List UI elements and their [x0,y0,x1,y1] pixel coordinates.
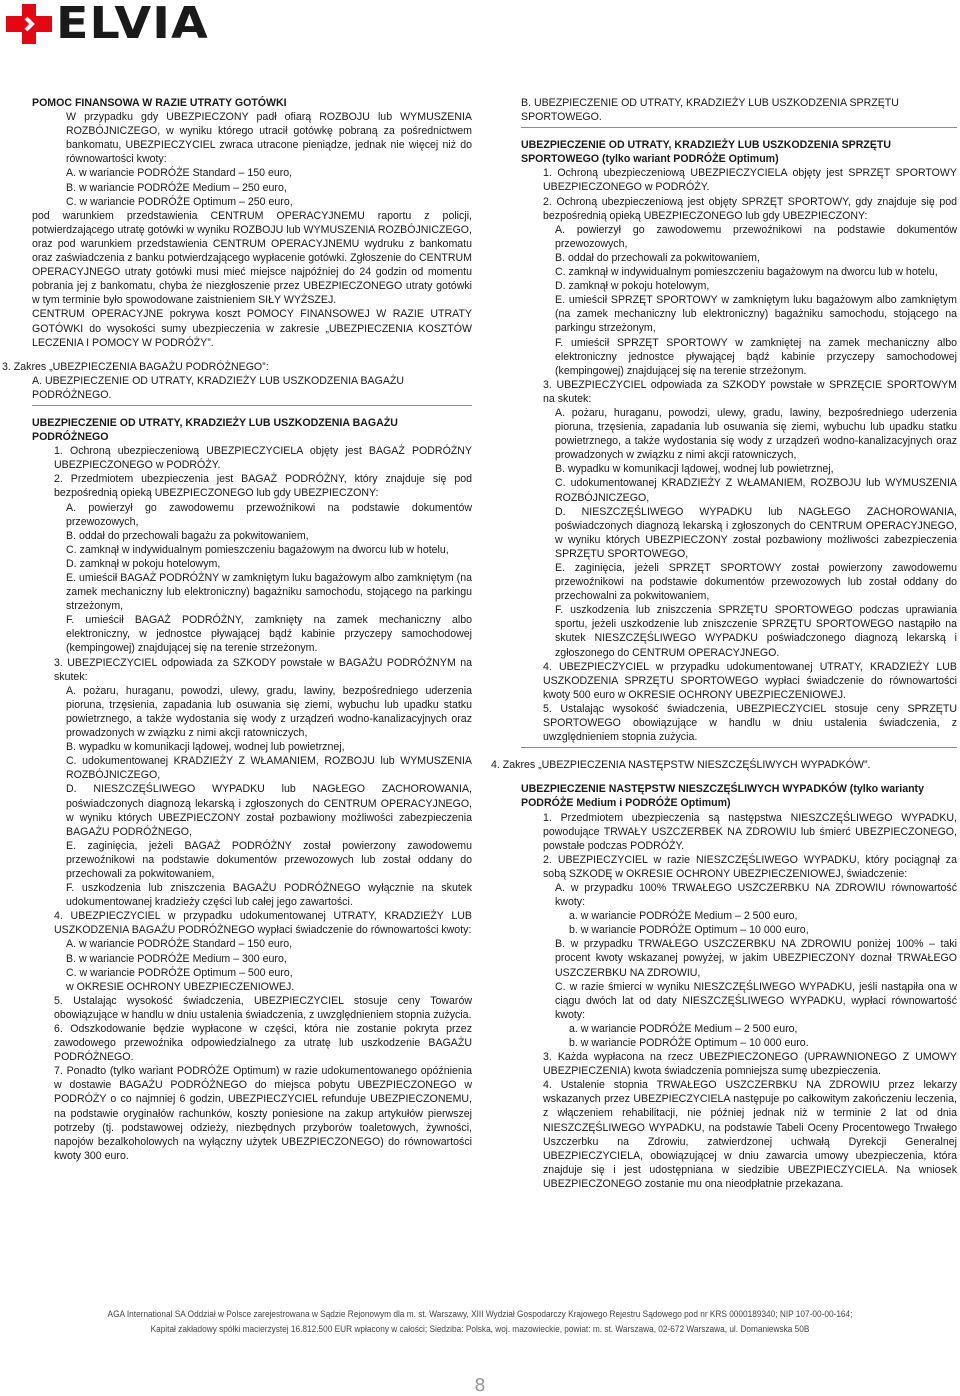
elvia-cross-icon [6,4,52,44]
nnw-n2-a-a: a. w wariancie PODRÓŻE Medium – 2 500 euro, [569,910,798,923]
sport-s3-b: B. wypadku w komunikacji lądowej, wodnej lub powietrznej, [555,463,834,476]
nnw-n2-a-b: b. w wariancie PODRÓŻE Optimum – 10 000 euro, [569,924,809,937]
section-3-title: 3. Zakres „UBEZPIECZENIA BAGAŻU PODRÓŻNEGO”: [2,360,269,373]
sport-s3-f: F. uszkodzenia lub zniszczenia SPRZĘTU SPORTOWEGO podczas uprawiania sportu, jeżeli uszkodzenie lub zniszczenie SPRZĘTU SPORTOWEGO nastąpiło na skutek NIESZCZĘŚLIWEGO WYPADKU poświadczonego diagnozą lekarską i zgłoszonego do CENTRUM OPERACYJNEGO. [555,604,957,659]
baggage-title: UBEZPIECZENIE OD UTRATY, KRADZIEŻY LUB USZKODZENIA BAGAŻU PODRÓŻNEGO [32,416,398,444]
baggage-p4-b: B. w wariancie PODRÓŻE Medium – 300 euro, [66,952,287,965]
page-number: 8 [474,1375,486,1396]
sport-s1: 1. Ochroną ubezpieczeniową UBEZPIECZYCIELA objęty jest SPRZĘT SPORTOWY UBEZPIECZONEGO w PODRÓŻY. [543,167,957,194]
nnw-n3: 3. Każda wypłacona na rzecz UBEZPIECZONEGO (UPRAWNIONEGO Z UMOWY UBEZPIECZENIA) kwota świadczenia pomniejsza sumę ubezpieczenia. [543,1051,957,1078]
baggage-p2-e: E. umieścił BAGAŻ PODRÓŻNY w zamkniętym luku bagażowym albo zamkniętym (na zamek mechaniczny lub elektroniczny) bagażniku samochodu, stojącego na parkingu strzeżonym, [66,572,472,613]
cash-intro: W przypadku gdy UBEZPIECZONY padł ofiarą ROZBOJU lub WYMUSZENIA ROZBÓJNICZEGO, w wyniku którego utracił gotówkę pobraną za pośrednictwem bankomatu, UBEZPIECZYCIEL zwraca utracone pieniądze, jednak nie więcej niż do równowartości kwoty: [66,111,472,166]
baggage-p2-b: B. oddał do przechowali bagażu za pokwitowaniem, [66,529,309,542]
cash-limit-b: B. w wariancie PODRÓŻE Medium – 250 euro, [66,181,287,194]
nnw-n2-c-b: b. w wariancie PODRÓŻE Optimum – 10 000 euro. [569,1037,809,1049]
nnw-title: UBEZPIECZENIE NASTĘPSTW NIESZCZĘŚLIWYCH WYPADKÓW (tylko warianty PODRÓŻE Medium i PODRÓŻE Optimum) [521,783,924,810]
baggage-p3-f: F. uszkodzenia lub zniszczenia BAGAŻU PODRÓŻNEGO wyłącznie na skutek udokumentowanej kradzieży części lub całej jego zawartości. [66,882,472,909]
baggage-p4-a: A. w wariancie PODRÓŻE Standard – 150 euro, [66,938,293,951]
sport-s2-f: F. umieścił SPRZĘT SPORTOWY w zamkniętej na zamek mechaniczny albo elektroniczny jednostce pływającej bądź kabinie przyczepy samochodowej (kempingowej) znajdującej się na terenie strzeżonym. [555,336,957,377]
section-title-cash: POMOC FINANSOWA W RAZIE UTRATY GOTÓWKI [32,97,287,109]
cash-limit-a: A. w wariancie PODRÓŻE Standard – 150 euro, [66,167,293,180]
footer-line-2: Kapitał zakładowy spółki macierzystej 16.812.500 EUR wpłacony w całości; Siedziba: Polska, woj. mazowieckie, powiat: m. st. Warszawa, 02-672 Warszawa, ul. Domaniewska 50B [150,1324,810,1334]
footer [38,1307,921,1337]
elvia-logo [6,0,209,49]
sport-s2-a: A. powierzył go zawodowemu przewoźnikowi na podstawie dokumentów przewozowych, [555,223,957,250]
baggage-p3-b: B. wypadku w komunikacji lądowej, wodnej lub powietrznej, [66,741,345,754]
sport-s2-c: C. zamknął w indywidualnym pomieszczeniu bagażowym na dworcu lub w hotelu, [555,266,938,279]
nnw-n2-b: B. w przypadku TRWAŁEGO USZCZERBKU NA ZDROWIU poniżej 100% – taki procent kwoty wskazanej powyżej, w jakim UBEZPIECZONY doznał TRWAŁEGO USZCZERBKU NA ZDROWIU, [555,938,957,979]
baggage-p3-c: C. udokumentowanej KRADZIEŻY Z WŁAMANIEM, ROZBOJU lub WYMUSZENIA ROZBÓJNICZEGO, [66,755,472,782]
baggage-p2-a: A. powierzył go zawodowemu przewoźnikowi na podstawie dokumentów przewozowych, [66,501,472,528]
sport-s3-c: C. udokumentowanej KRADZIEŻY Z WŁAMANIEM, ROZBOJU lub WYMUSZENIA ROZBÓJNICZEGO, [555,477,957,504]
baggage-p3-e: E. zaginięcia, jeżeli BAGAŻ PODRÓŻNY został powierzony zawodowemu przewoźnikowi na podstawie dokumentów przewozowych lub został oddany do przechowali za pokwitowaniem, [66,839,472,880]
baggage-p1: 1. Ochroną ubezpieczeniową UBEZPIECZYCIELA objęty jest BAGAŻ PODRÓŻNY UBEZPIECZONEGO w PODRÓŻY. [54,445,472,472]
baggage-p2-d: D. zamknął w pokoju hotelowym, [66,557,221,570]
cash-conditions: pod warunkiem przedstawienia CENTRUM OPERACYJNEMU raportu z policji, potwierdzającego utratę gotówki w wyniku ROZBOJU lub WYMUSZENIA ROZBÓJNICZEGO, oraz pod warunkiem przedstawienia CENTRUM OPERACYJNEMU wydruku z bankomatu oraz zaświadczenia z banku potwierdzającego wypłacenie gotówki. Zgłoszenie do CENTRUM OPERACYJNEGO utraty gotówki musi mieć miejsce najpóźniej do 24 godzin od momentu pobrania jej z bankomatu, chyba że niezgłoszenie przez UBEZPIECZONEGO utraty gotówki w tym terminie było spowodowane zaistnieniem SIŁY WYŻSZEJ. [32,209,472,307]
baggage-p2: 2. Przedmiotem ubezpieczenia jest BAGAŻ PODRÓŻNY, który znajduje się pod bezpośrednią opieką UBEZPIECZONEGO lub gdy UBEZPIECZONY: [54,473,472,500]
cash-centrum: CENTRUM OPERACYJNE pokrywa koszt POMOCY FINANSOWEJ W RAZIE UTRATY GOTÓWKI do wysokości sumy ubezpieczenia w zakresie „UBEZPIECZENIA KOSZTÓW LECZENIA I POMOCY W PODRÓŻY”. [32,308,472,349]
footer-line-1: AGA International SA Oddział w Polsce zarejestrowana w Sądzie Rejonowym dla m. st. Warszawy, XIII Wydział Gospodarczy Krajowego Rejestru Sądowego pod nr KRS 0000189340; NIP 107-00-00-164; [107,1309,853,1319]
cash-limit-c: C. w wariancie PODRÓŻE Optimum – 250 euro, [66,195,293,208]
sport-s3: 3. UBEZPIECZYCIEL odpowiada za SZKODY powstałe w SPRZĘCIE SPORTOWYM na skutek: [543,378,957,405]
section-b-title: B. UBEZPIECZENIE OD UTRATY, KRADZIEŻY LUB USZKODZENIA SPRZĘTU SPORTOWEGO. [521,96,957,128]
baggage-p4-c: C. w wariancie PODRÓŻE Optimum – 500 euro, [66,966,293,979]
nnw-n2-a: A. w przypadku 100% TRWAŁEGO USZCZERBKU NA ZDROWIU równowartość kwoty: [555,881,957,909]
baggage-p3-d: D. NIESZCZĘŚLIWEGO WYPADKU lub NAGŁEGO ZACHOROWANIA, poświadczonych diagnozą lekarską i zgłoszonych do CENTRUM OPERACYJNEGO, w wyniku których UBEZPIECZONY został pozbawiony możliwości zabezpieczenia BAGAŻU PODRÓŻNEGO, [66,783,472,838]
sport-title: UBEZPIECZENIE OD UTRATY, KRADZIEŻY LUB USZKODZENIA SPRZĘTU SPORTOWEGO (tylko wariant PODRÓŻE Optimum) [521,139,892,166]
nnw-n1: 1. Przedmiotem ubezpieczenia są następstwa NIESZCZĘŚLIWEGO WYPADKU, powodujące TRWAŁY USZCZERBEK NA ZDROWIU lub śmierć UBEZPIECZONEGO, powstałe podczas PODRÓŻY. [543,811,957,852]
nnw-n2-c-a: a. w wariancie PODRÓŻE Medium – 2 500 euro, [569,1022,798,1035]
section-3-subtitle: A. UBEZPIECZENIE OD UTRATY, KRADZIEŻY LUB USZKODZENIA BAGAŻU PODRÓŻNEGO. [32,374,472,406]
left-column [2,96,472,1163]
baggage-p4-period: w OKRESIE OCHRONY UBEZPIECZENIOWEJ. [66,980,295,993]
sport-s3-e: E. zaginięcia, jeżeli SPRZĘT SPORTOWY został powierzony zawodowemu przewoźnikowi na podstawie dokumentów przewozowych lub został oddany do przechowalni za pokwitowaniem, [555,562,957,603]
nnw-n2: 2. UBEZPIECZYCIEL w razie NIESZCZĘŚLIWEGO WYPADKU, który pociągnął za sobą SZKODĘ w OKRESIE OCHRONY UBEZPIECZENIOWEJ, świadczenie: [543,853,957,880]
sport-s2-d: D. zamknął w pokoju hotelowym, [555,280,710,293]
sport-s4: 4. UBEZPIECZYCIEL w przypadku udokumentowanej UTRATY, KRADZIEŻY LUB USZKODZENIA SPRZĘTU SPORTOWEGO wypłaci świadczenie do równowartości kwoty 500 euro w OKRESIE OCHRONY UBEZPIECZENIOWEJ. [543,660,957,701]
nnw-n4: 4. Ustalenie stopnia TRWAŁEGO USZCZERBKU NA ZDROWIU przez lekarzy wskazanych przez UBEZPIECZYCIELA następuje po całkowitym zakończeniu leczenia, z włączeniem rehabilitacji, nie później jednak niż w terminie 2 lat od dnia NIESZCZĘŚLIWEGO WYPADKU, na podstawie Tabeli Oceny Procentowego Trwałego Uszczerbku na Zdrowiu, zatwierdzonej uchwałą Dyrekcji Generalnej UBEZPIECZYCIELA, obowiązującej w dniu zawarcia umowy ubezpieczenia, która znajduje się i jest udostępniana w siedzibie UBEZPIECZYCIELA. Na wniosek UBEZPIECZONEGO zostanie mu ona nieodpłatnie przekazana. [543,1079,957,1190]
right-column [491,96,957,1191]
baggage-p2-f: F. umieścił BAGAŻ PODRÓŻNY, zamknięty na zamek mechaniczny albo elektroniczny, w jednostce pływającej bądź kabinie przyczepy samochodowej (kempingowej) znajdującej się na terenie strzeżonym. [66,614,472,655]
brand-name: ELVIA [56,0,209,49]
section-4-title: 4. Zakres „UBEZPIECZENIA NASTĘPSTW NIESZCZĘŚLIWYCH WYPADKÓW”. [491,759,871,772]
baggage-p6: 6. Odszkodowanie będzie wypłacone w części, która nie zostanie pokryta przez zawodowego przewoźnika odpowiedzialnego za utratę lub uszkodzenie BAGAŻU PODRÓŻNEGO. [54,1023,472,1064]
baggage-p5: 5. Ustalając wysokość świadczenia, UBEZPIECZYCIEL stosuje ceny Towarów obowiązujące w handlu w dniu ustalenia świadczenia, z uwzględnieniem stopnia zużycia. [54,994,472,1021]
sport-s2: 2. Ochroną ubezpieczeniową jest objęty SPRZĘT SPORTOWY, gdy znajduje się pod bezpośrednią opieką UBEZPIECZONEGO lub gdy UBEZPIECZONY: [543,195,957,222]
sport-s2-b: B. oddał do przechowali za pokwitowaniem, [555,251,760,264]
sport-s5: 5. Ustalając wysokość świadczenia, UBEZPIECZYCIEL stosuje ceny SPRZĘTU SPORTOWEGO obowiązujące w handlu w dniu ustalenia świadczenia, z uwzględnieniem stopnia zużycia. [521,702,957,748]
baggage-p3: 3. UBEZPIECZYCIEL odpowiada za SZKODY powstałe w BAGAŻU PODRÓŻNYM na skutek: [54,656,472,683]
baggage-p2-c: C. zamknął w indywidualnym pomieszczeniu bagażowym na dworcu lub w hotelu, [66,543,449,556]
sport-s3-d: D. NIESZCZĘŚLIWEGO WYPADKU lub NAGŁEGO ZACHOROWANIA, poświadczonych diagnozą lekarską i zgłoszonych do CENTRUM OPERACYJNEGO, w wyniku których UBEZPIECZONY został pozbawiony możliwości zabezpieczenia SPRZĘTU SPORTOWEGO, [555,505,957,560]
baggage-p4: 4. UBEZPIECZYCIEL w przypadku udokumentowanej UTRATY, KRADZIEŻY LUB USZKODZENIA BAGAŻU PODRÓŻNEGO wypłaci świadczenie do równowartości kwoty: [54,910,472,937]
baggage-p3-a: A. pożaru, huraganu, powodzi, ulewy, gradu, lawiny, bezpośredniego uderzenia pioruna, trzęsienia, zapadania lub osuwania się ziemi, wybuchu lub upadku statku powietrznego, a także wydostania się wody z urządzeń wodno-kanalizacyjnych oraz prowadzonych w związku z nimi akcji ratowniczych, [66,684,472,740]
sport-s2-e: E. umieścił SPRZĘT SPORTOWY w zamkniętym luku bagażowym albo zamkniętym (na zamek mechaniczny lub elektroniczny) bagażniku samochodu, stojącego na parkingu strzeżonym, [555,294,957,335]
nnw-n2-c: C. w razie śmierci w wyniku NIESZCZĘŚLIWEGO WYPADKU, jeśli nastąpiła ona w ciągu dwóch lat od daty NIESZCZĘŚLIWEGO WYPADKU, wypłaci równowartość kwoty: [555,980,957,1021]
sport-s3-a: A. pożaru, huraganu, powodzi, ulewy, gradu, lawiny, bezpośredniego uderzenia pioruna, trzęsienia, zapadania lub osuwania się ziemi, wybuchu lub upadku statku powietrznego, a także wydostania się wody z urządzeń wodno-kanalizacyjnych oraz prowadzonych w związku z nimi akcji ratowniczych, [555,406,957,462]
baggage-p7: 7. Ponadto (tylko wariant PODRÓŻE Optimum) w razie udokumentowanego opóźnienia w dostawie BAGAŻU PODRÓŻNEGO do miejsca pobytu UBEZPIECZONEGO w PODRÓŻY o co najmniej 6 godzin, UBEZPIECZYCIEL refunduje UBEZPIECZONEMU, na podstawie oryginałów rachunków, koszty poniesione na zakup artykułów pierwszej potrzeby (tj. podstawowej odzieży, niezbędnych przyborów toaletowych, żywności, napojów bezalkoholowych na wyłączny użytek UBEZPIECZONEGO) do równowartości kwoty 300 euro. [54,1065,472,1162]
